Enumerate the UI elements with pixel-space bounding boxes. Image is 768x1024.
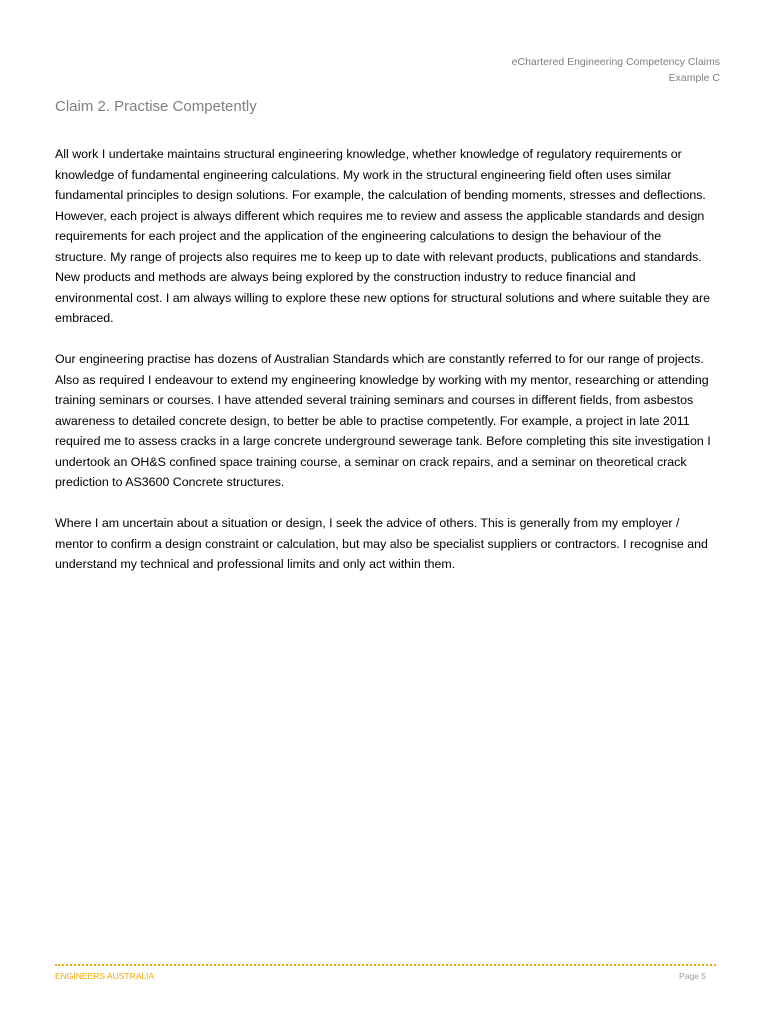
body-paragraph: All work I undertake maintains structural engineering knowledge, whether knowledge of regulatory requirements or knowledge of fundamental engineering calculations. My work in the structural engineering field often uses similar fundamental principles to design solutions. For example, the calculation of bending moments, stresses and deflections. However, each project is always different which requires me to review and assess the applicable standards and design requirements for each project and the application of the engineering calculations to design the behaviour of the structure. My range of projects also requires me to keep up to date with relevant products, publications and standards. New products and methods are always being explored by the construction industry to reduce financial and environmental cost. I am always willing to explore these new options for structural solutions and where suitable they are embraced.	[55, 147, 710, 325]
running-header	[512, 54, 720, 86]
page-number: Page 5	[679, 971, 706, 981]
claim-title: Claim 2. Practise Competently	[55, 98, 257, 115]
footer-organization: ENGINEERS AUSTRALIA	[55, 971, 155, 981]
header-document-title: eChartered Engineering Competency Claims	[511, 56, 720, 68]
footer-divider	[55, 964, 716, 966]
body-paragraph: Where I am uncertain about a situation or design, I seek the advice of others. This is generally from my employer / mentor to confirm a design constraint or calculation, but may also be specialist suppliers or contractors. I recognise and understand my technical and professional limits and only act within them.	[55, 516, 708, 571]
body-paragraph: Our engineering practise has dozens of Australian Standards which are constantly referred to for our range of projects. Also as required I endeavour to extend my engineering knowledge by working with my mentor, researching or attending training seminars or courses. I have attended several training seminars and courses in different fields, from asbestos awareness to detailed concrete design, to better be able to practise competently. For example, a project in late 2011 required me to assess cracks in a large concrete underground sewerage tank. Before completing this site investigation I undertook an OH&S confined space training course, a seminar on crack repairs, and a seminar on theoretical crack prediction to AS3600 Concrete structures.	[55, 352, 711, 489]
header-example-label: Example C	[668, 72, 720, 84]
claim-body	[55, 144, 715, 595]
